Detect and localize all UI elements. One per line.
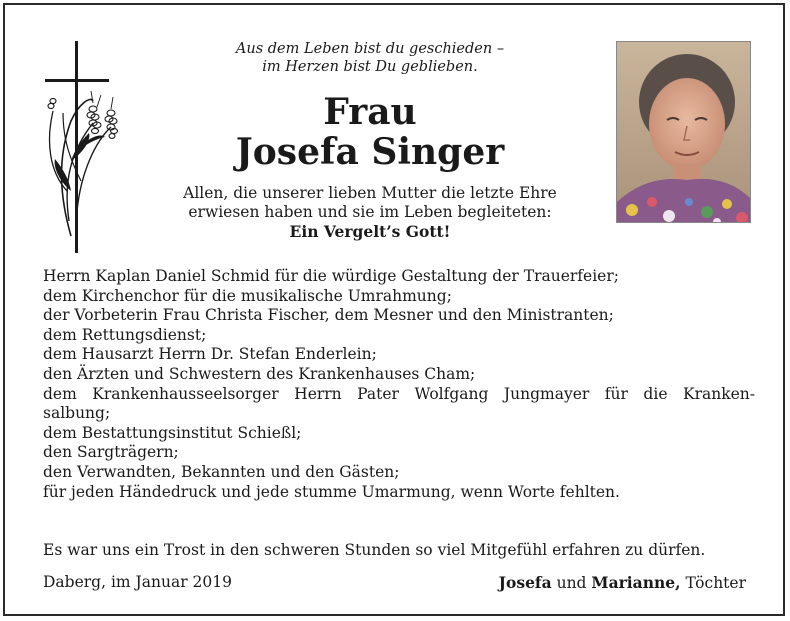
intro-line-3: Ein Vergelt’s Gott!: [289, 222, 451, 241]
thanks-list: [43, 267, 755, 502]
thanks-line: dem Krankenhausseelsorger Herrn Pater Wolfgang Jungmayer für die Kranken-: [43, 384, 755, 403]
thanks-line: dem Hausarzt Herrn Dr. Stefan Enderlein;: [43, 345, 377, 364]
quote-line-2: im Herzen bist Du geblieben.: [262, 59, 478, 75]
title-name: Josefa Singer: [235, 131, 505, 173]
thanks-line: der Vorbeterin Frau Christa Fischer, dem Mesner und den Ministranten;: [43, 306, 614, 325]
thanks-line: Herrn Kaplan Daniel Schmid für die würdige Gestaltung der Trauerfeier;: [43, 267, 619, 285]
signature-relation: Töchter: [680, 574, 746, 592]
intro-line-2: erwiesen haben und sie im Leben begleiteten:: [188, 203, 552, 221]
closing-text: Es war uns ein Trost in den schweren Stunden so viel Mitgefühl erfahren zu dürfen.: [43, 541, 706, 559]
place-date: Daberg, im Januar 2019: [43, 573, 232, 591]
thanks-line: dem Bestattungsinstitut Schießl;: [43, 423, 302, 442]
signature-und: und: [551, 574, 592, 592]
quote-line-1: Aus dem Leben bist du geschieden –: [235, 41, 505, 57]
intro-line-1: Allen, die unserer lieben Mutter die letzte Ehre: [183, 184, 557, 202]
obituary-card: [3, 3, 785, 616]
thanks-line: den Verwandten, Bekannten und den Gästen;: [43, 462, 400, 481]
signature-name-1: Josefa: [498, 573, 552, 592]
title-salutation: Frau: [323, 91, 417, 133]
signature: [499, 573, 746, 592]
thanks-line: dem Rettungsdienst;: [43, 325, 207, 344]
header: [175, 40, 565, 241]
cross-with-wheat-icon: [41, 41, 121, 253]
thanks-line: dem Kirchenchor für die musikalische Umrahmung;: [43, 286, 452, 305]
portrait-photo: [616, 41, 751, 223]
thanks-line: den Ärzten und Schwestern des Krankenhauses Cham;: [43, 364, 476, 383]
signature-name-2: Marianne,: [591, 573, 681, 592]
thanks-line: für jeden Händedruck und jede stumme Umarmung, wenn Worte fehlten.: [43, 482, 620, 501]
thanks-line: den Sargträgern;: [43, 443, 179, 462]
intro-text: [175, 184, 565, 241]
thanks-line: salbung;: [43, 404, 111, 423]
